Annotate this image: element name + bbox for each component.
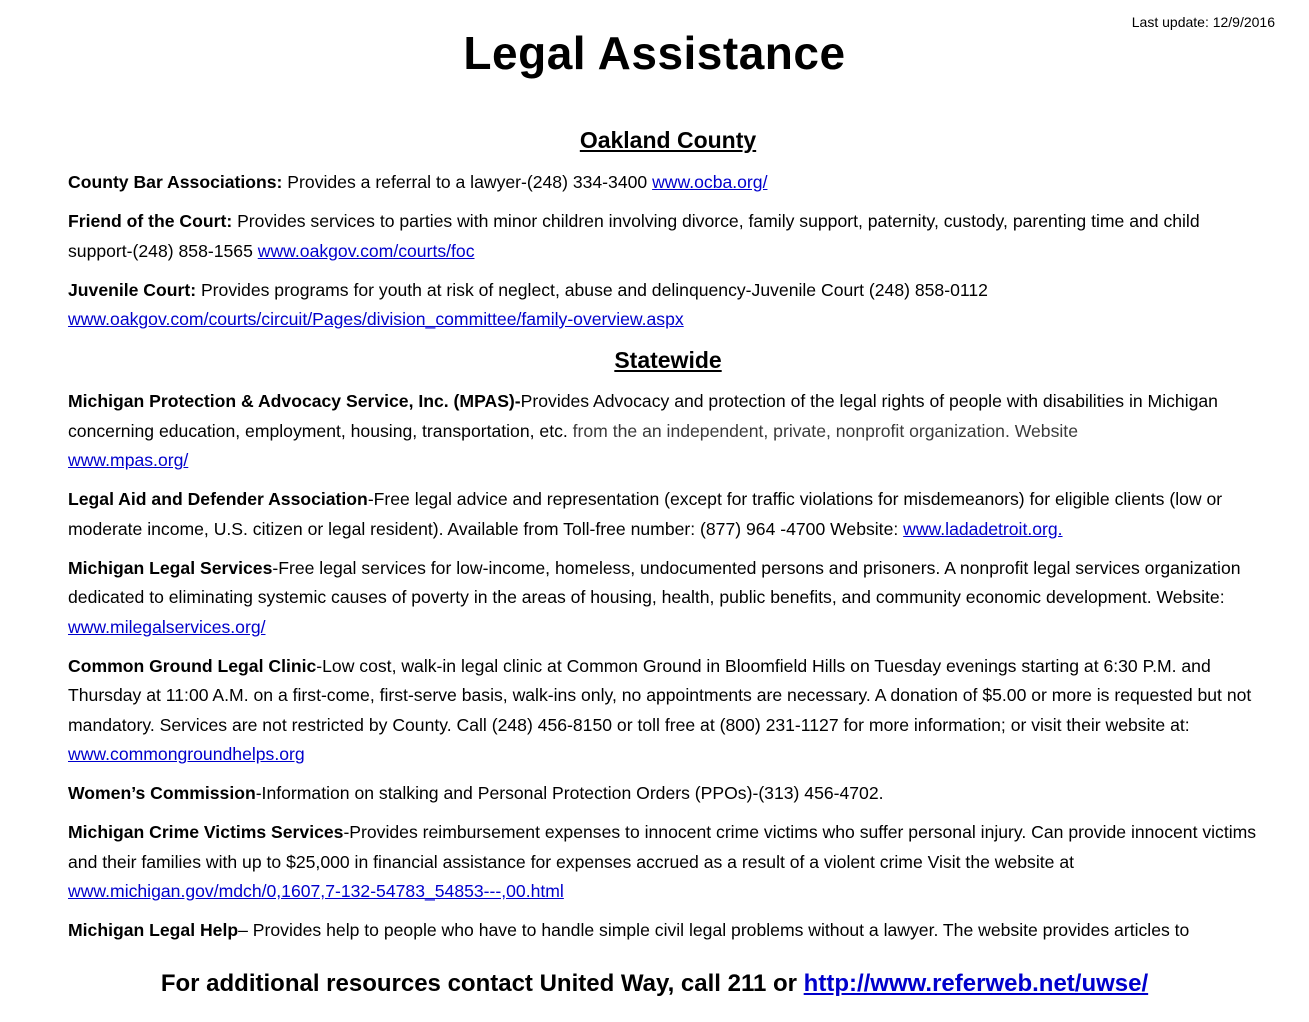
entry-text: Provides services to parties with minor children involving divorce, family support, paternity, custody, parenting time and child support-(248) 858-1565 (68, 211, 1200, 261)
entry-womens-commission (68, 779, 1268, 809)
entry-name: Michigan Legal Services (68, 557, 273, 578)
entry-text: Provides Advocacy and protection of the legal rights of people with disabilities in Michigan concerning education, employment, housing, transportation, etc. (68, 391, 1218, 441)
entry-text-secondary: from the an independent, private, nonprofit organization. Website (567, 420, 1078, 441)
entry-juvenile-court (68, 276, 1268, 335)
crime-victims-link[interactable]: www.michigan.gov/mdch/0,1607,7-132-54783_54853---,00.html (68, 881, 564, 901)
last-update: Last update: 12/9/2016 (1131, 14, 1275, 30)
entry-michigan-legal-help (68, 916, 1268, 946)
entry-text: -Free legal services for low-income, homeless, undocumented persons and prisoners. A nonprofit legal services organization dedicated to eliminating systemic causes of poverty in the areas of housing, health, public benefits, and community economic development. Website: (68, 557, 1241, 607)
ladadetroit-link[interactable]: www.ladadetroit.org. (903, 518, 1063, 539)
entry-text: -Provides reimbursement expenses to innocent crime victims who suffer personal injury. Can provide innocent victims and their families with up to $25,000 in financial assistance for expenses accrued as a result of a violent crime Visit the website at (68, 822, 1257, 872)
statewide-heading: Statewide (614, 347, 722, 373)
entry-name: Juvenile Court: (68, 279, 197, 300)
commonground-link[interactable]: www.commongroundhelps.org (68, 744, 305, 764)
footer-text: For additional resources contact United Way, call 211 or (160, 970, 804, 997)
entry-text: Provides a referral to a lawyer-(248) 334-3400 (282, 172, 653, 192)
entry-text: -Information on stalking and Personal Protection Orders (PPOs)-(313) 456-4702. (255, 783, 884, 803)
entry-crime-victims (68, 818, 1268, 907)
entry-name: Michigan Legal Help (68, 920, 239, 940)
entry-michigan-legal-services (68, 554, 1268, 643)
foc-link[interactable]: www.oakgov.com/courts/foc (257, 240, 475, 261)
entry-name: Michigan Crime Victims Services (68, 822, 344, 842)
entry-name: Legal Aid and Defender Association (68, 489, 368, 509)
oakland-heading: Oakland County (579, 127, 757, 153)
mpas-link[interactable]: www.mpas.org/ (68, 450, 189, 470)
page-title: Legal Assistance (463, 27, 846, 79)
entry-name: Michigan Protection & Advocacy Service, Inc. (MPAS)- (68, 391, 521, 411)
milegalservices-link[interactable]: www.milegalservices.org/ (68, 616, 266, 637)
entry-text: – Provides help to people who have to handle simple civil legal problems without a lawyer. The website provides articles to (238, 920, 1190, 940)
entry-name: Common Ground Legal Clinic (68, 655, 317, 676)
entry-county-bar (68, 168, 1268, 198)
entry-name: Women’s Commission (68, 783, 256, 803)
footer (0, 970, 1309, 998)
content (68, 124, 1268, 955)
entry-text: -Free legal advice and representation (except for traffic violations for misdemeanors) for eligible clients (low or moderate income, U.S. citizen or legal resident). Available from Toll-free number: (877) 964 -4700 Website: (68, 489, 1223, 539)
referweb-link[interactable]: http://www.referweb.net/uwse/ (803, 970, 1149, 997)
entry-mpas (68, 387, 1268, 476)
ocba-link[interactable]: www.ocba.org/ (652, 172, 768, 192)
entry-legal-aid (68, 485, 1268, 544)
entry-common-ground (68, 652, 1268, 770)
entry-friend-of-court (68, 207, 1268, 266)
entry-text: -Low cost, walk-in legal clinic at Common Ground in Bloomfield Hills on Tuesday evenings starting at 6:30 P.M. and Thursday at 11:00 A.M. on a first-come, first-serve basis, walk-ins only, no appointments are necessary. A donation of $5.00 or more is requested but not mandatory. Services are not restricted by County. Call (248) 456-8150 or toll free at (800) 231-1127 for more information; or visit their website at: (68, 655, 1252, 735)
entry-text: Provides programs for youth at risk of neglect, abuse and delinquency-Juvenile Court (248) 858-0112 (196, 279, 988, 300)
entry-name: Friend of the Court: (68, 211, 233, 231)
entry-name: County Bar Associations: (68, 172, 283, 192)
juvenile-court-link[interactable]: www.oakgov.com/courts/circuit/Pages/division_committee/family-overview.aspx (68, 309, 684, 329)
